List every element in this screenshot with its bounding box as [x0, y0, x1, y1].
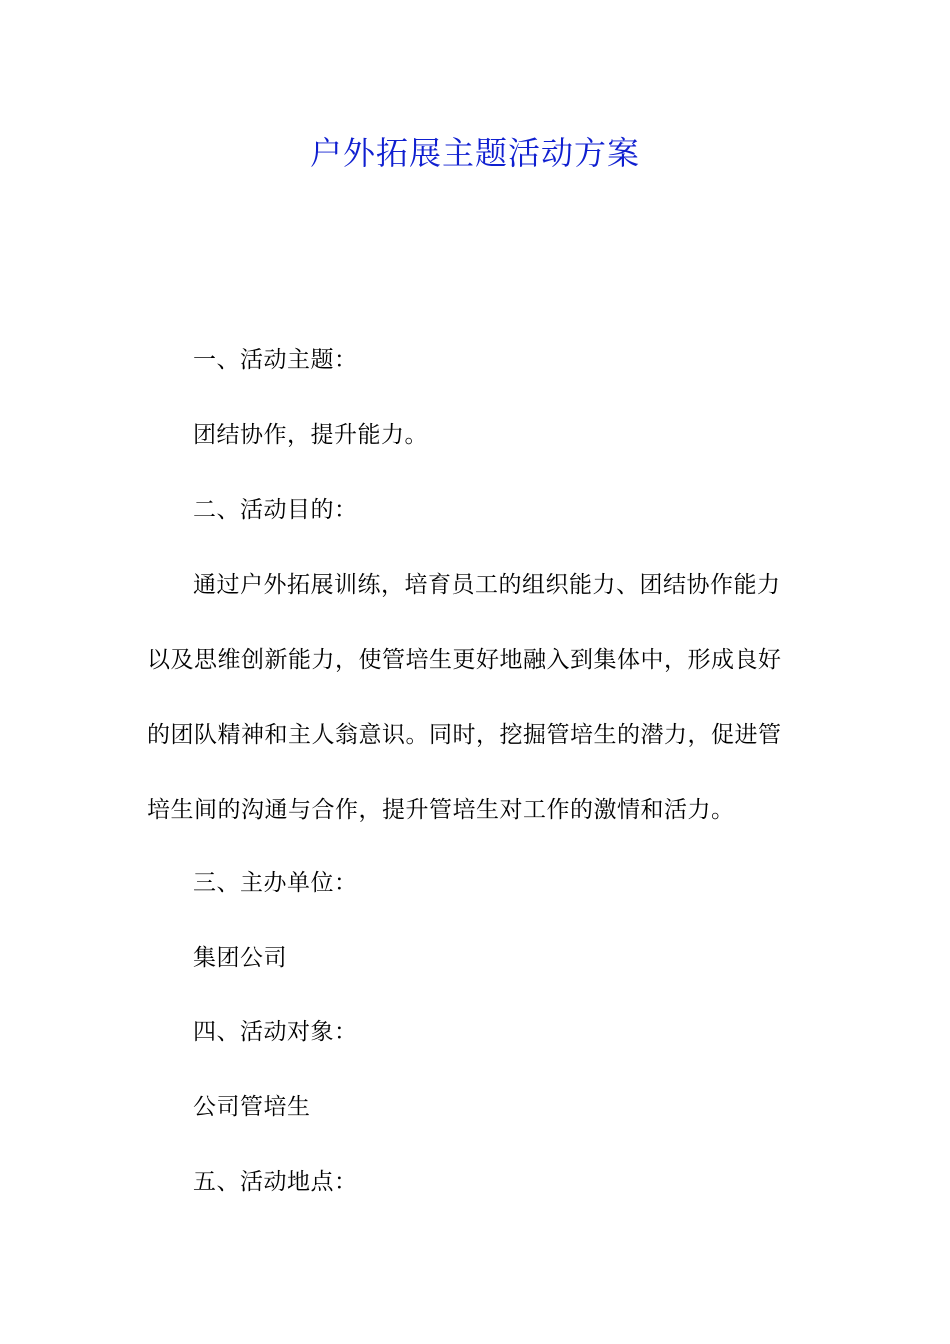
section-2-body-line-2: 以及思维创新能力，使管培生更好地融入到集体中，形成良好	[147, 647, 782, 673]
section-4-body: 公司管培生	[193, 1094, 311, 1120]
section-2-body-line-1: 通过户外拓展训练，培育员工的组织能力、团结协作能力	[193, 572, 781, 598]
document-title: 户外拓展主题活动方案	[309, 134, 640, 172]
section-4-heading: 四、活动对象：	[193, 1019, 358, 1045]
section-5-heading: 五、活动地点：	[193, 1169, 358, 1195]
section-3-heading: 三、主办单位：	[193, 870, 358, 896]
section-2-heading: 二、活动目的：	[193, 497, 358, 523]
section-1-body: 团结协作，提升能力。	[193, 422, 428, 448]
section-1-heading: 一、活动主题：	[193, 347, 358, 373]
section-2-body-line-3: 的团队精神和主人翁意识。同时，挖掘管培生的潜力，促进管	[147, 722, 782, 748]
section-3-body: 集团公司	[193, 945, 287, 971]
section-2-body-line-4: 培生间的沟通与合作，提升管培生对工作的激情和活力。	[147, 797, 735, 823]
